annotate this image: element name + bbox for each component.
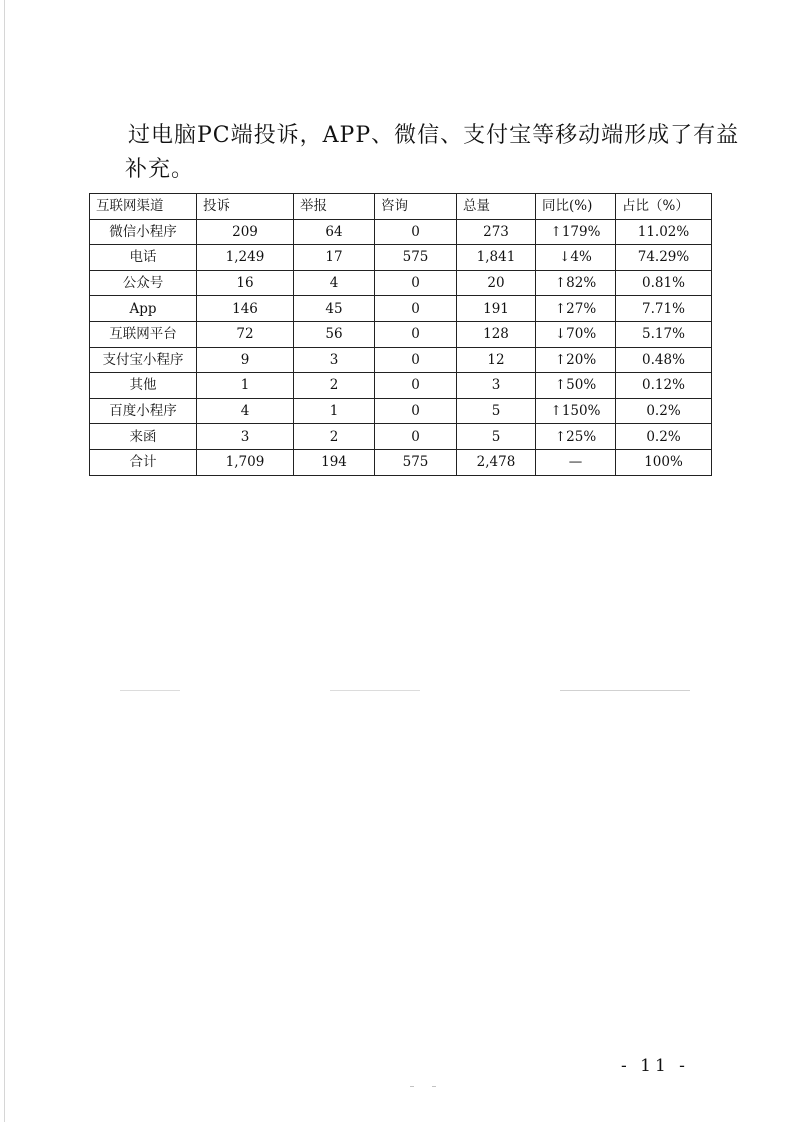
cell-total: 2,478	[457, 449, 536, 475]
cell-report: 2	[294, 373, 375, 399]
cell-total: 273	[457, 219, 536, 245]
table-row	[90, 321, 712, 347]
cell-complaint: 4	[197, 398, 294, 424]
cell-complaint: 9	[197, 347, 294, 373]
cell-channel: 微信小程序	[90, 219, 197, 245]
table-row	[90, 219, 712, 245]
cell-consult: 0	[375, 347, 457, 373]
cell-consult: 0	[375, 270, 457, 296]
cell-share: 0.81%	[616, 270, 712, 296]
table-total-row	[90, 449, 712, 475]
cell-total: 5	[457, 424, 536, 450]
header-report: 举报	[294, 194, 375, 220]
cell-consult: 575	[375, 449, 457, 475]
table-row	[90, 373, 712, 399]
cell-channel: 电话	[90, 245, 197, 271]
page-number: - 11 -	[621, 1056, 689, 1076]
header-total: 总量	[457, 194, 536, 220]
cell-total: 12	[457, 347, 536, 373]
cell-complaint: 209	[197, 219, 294, 245]
channel-statistics-table	[89, 193, 712, 476]
cell-total: 1,841	[457, 245, 536, 271]
cell-total: 5	[457, 398, 536, 424]
cell-share: 74.29%	[616, 245, 712, 271]
cell-channel: 百度小程序	[90, 398, 197, 424]
cell-yoy: ↓70%	[536, 321, 616, 347]
cell-total: 20	[457, 270, 536, 296]
cell-consult: 0	[375, 321, 457, 347]
cell-share: 0.2%	[616, 424, 712, 450]
cell-report: 17	[294, 245, 375, 271]
cell-report: 4	[294, 270, 375, 296]
table-header-row	[90, 194, 712, 220]
header-share: 占比（%）	[616, 194, 712, 220]
cell-report: 1	[294, 398, 375, 424]
cell-yoy: ↑25%	[536, 424, 616, 450]
cell-complaint: 1,709	[197, 449, 294, 475]
cell-share: 11.02%	[616, 219, 712, 245]
cell-complaint: 3	[197, 424, 294, 450]
intro-paragraph-line-2: 补充。	[125, 157, 195, 182]
table-row	[90, 424, 712, 450]
cell-yoy: ↑150%	[536, 398, 616, 424]
cell-total: 128	[457, 321, 536, 347]
cell-total: 191	[457, 296, 536, 322]
cell-consult: 0	[375, 219, 457, 245]
cell-report: 3	[294, 347, 375, 373]
cell-channel: 公众号	[90, 270, 197, 296]
cell-total: 3	[457, 373, 536, 399]
table-row	[90, 270, 712, 296]
table-row	[90, 296, 712, 322]
scan-artifact	[560, 690, 690, 691]
table-row	[90, 245, 712, 271]
cell-share: 5.17%	[616, 321, 712, 347]
cell-channel: 支付宝小程序	[90, 347, 197, 373]
cell-channel: 互联网平台	[90, 321, 197, 347]
cell-report: 2	[294, 424, 375, 450]
cell-yoy: ↑82%	[536, 270, 616, 296]
cell-consult: 0	[375, 398, 457, 424]
cell-yoy: —	[536, 449, 616, 475]
cell-report: 45	[294, 296, 375, 322]
cell-yoy: ↑50%	[536, 373, 616, 399]
table-row	[90, 347, 712, 373]
scan-artifact	[432, 1086, 436, 1087]
cell-yoy: ↓4%	[536, 245, 616, 271]
cell-channel: App	[90, 296, 197, 322]
cell-channel: 其他	[90, 373, 197, 399]
header-complaint: 投诉	[197, 194, 294, 220]
cell-channel: 来函	[90, 424, 197, 450]
cell-yoy: ↑27%	[536, 296, 616, 322]
cell-complaint: 16	[197, 270, 294, 296]
cell-yoy: ↑179%	[536, 219, 616, 245]
cell-consult: 0	[375, 424, 457, 450]
cell-share: 100%	[616, 449, 712, 475]
scan-artifact	[330, 690, 420, 691]
header-yoy: 同比(%)	[536, 194, 616, 220]
cell-report: 64	[294, 219, 375, 245]
page-edge-shadow	[4, 0, 5, 1122]
cell-share: 7.71%	[616, 296, 712, 322]
cell-share: 0.48%	[616, 347, 712, 373]
header-consult: 咨询	[375, 194, 457, 220]
cell-report: 194	[294, 449, 375, 475]
cell-complaint: 1	[197, 373, 294, 399]
cell-consult: 0	[375, 296, 457, 322]
scan-artifact	[120, 690, 180, 691]
intro-paragraph-line-1: 过电脑PC端投诉，APP、微信、支付宝等移动端形成了有益	[128, 123, 740, 148]
scan-artifact	[410, 1086, 414, 1087]
cell-complaint: 146	[197, 296, 294, 322]
cell-share: 0.12%	[616, 373, 712, 399]
cell-report: 56	[294, 321, 375, 347]
cell-yoy: ↑20%	[536, 347, 616, 373]
cell-complaint: 1,249	[197, 245, 294, 271]
cell-share: 0.2%	[616, 398, 712, 424]
header-channel: 互联网渠道	[90, 194, 197, 220]
cell-complaint: 72	[197, 321, 294, 347]
cell-consult: 0	[375, 373, 457, 399]
table-row	[90, 398, 712, 424]
cell-channel: 合计	[90, 449, 197, 475]
cell-consult: 575	[375, 245, 457, 271]
